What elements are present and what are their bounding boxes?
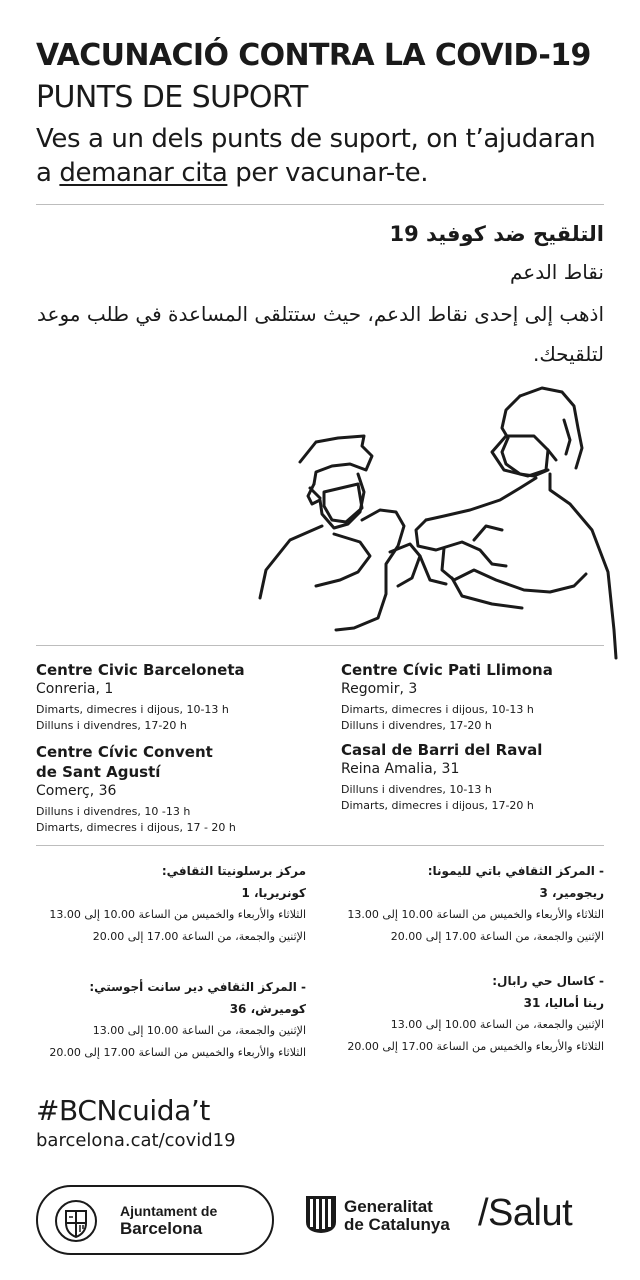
venue-address: Comerç, 36 (36, 783, 117, 799)
venue-raval (341, 740, 611, 814)
arabic-venue-barceloneta: مركز برسلونيتا الثقافي: كونريريا، 1 الثلاثاء والأربعاء والخميس من الساعة 10.00 إلى 13.00 الإثنين والجمعة، من الساعة 17.00 إلى 20.00 (49, 864, 306, 943)
salut-wordmark: /Salut (478, 1192, 573, 1234)
barcelona-shield-icon (54, 1199, 98, 1243)
arabic-venue-raval: - كاسال حي رابال: رينا أماليا، 31 الإثنين والجمعة، من الساعة 10.00 إلى 13.00 الثلاثاء والأربعاء والخميس من الساعة 17.00 إلى 20.00 (347, 974, 604, 1053)
venue-name: Centre Civic Barceloneta (36, 661, 245, 679)
venue-convent (36, 742, 306, 836)
arabic-intro: اذهب إلى إحدى نقاط الدعم، حيث ستتلقى المساعدة في طلب موعد لتلقيحك. (37, 302, 604, 366)
ajuntament-name: Ajuntament de Barcelona (120, 1203, 218, 1238)
arabic-venue-convent: - المركز الثقافي دير سانت أجوستي: كوميرش، 36 الإثنين والجمعة، من الساعة 10.00 إلى 13.00 الثلاثاء والأربعاء والخميس من الساعة 17.00 إلى 20.00 (49, 980, 306, 1059)
divider-venues-top (36, 645, 604, 646)
venue-name: Casal de Barri del Raval (341, 741, 543, 759)
generalitat-name: Generalitat de Catalunya (344, 1197, 450, 1234)
covid-url-link[interactable]: barcelona.cat/covid19 (36, 1130, 236, 1151)
catalonia-emblem-icon (304, 1194, 338, 1234)
page-title: VACUNACIÓ CONTRA LA COVID-19 (36, 38, 591, 73)
venue-barceloneta (36, 660, 306, 734)
arabic-title: التلقيح ضد كوفيد 19 (389, 222, 604, 246)
demanar-cita-link[interactable]: demanar cita (59, 158, 228, 188)
venue-hours: Dimarts, dimecres i dijous, 10-13 h Dilluns i divendres, 17-20 h (341, 703, 534, 732)
intro-text: Ves a un dels punts de suport, on t’ajudaran a demanar cita per vacunar-te. (36, 124, 596, 188)
divider-top (36, 204, 604, 205)
vaccination-illustration (230, 380, 630, 660)
ajuntament-logo (36, 1185, 274, 1255)
venue-address: Conreria, 1 (36, 681, 114, 697)
venue-hours: Dilluns i divendres, 10 -13 h Dimarts, dimecres i dijous, 17 - 20 h (36, 805, 236, 834)
venue-name: Centre Cívic Pati Llimona (341, 661, 553, 679)
venue-llimona (341, 660, 611, 734)
arabic-subtitle: نقاط الدعم (509, 260, 604, 284)
venue-name: Centre Cívic Convent de Sant Agustí (36, 743, 213, 781)
hashtag: #BCNcuida’t (36, 1094, 211, 1127)
divider-venues-bottom (36, 845, 604, 846)
arabic-venue-llimona: - المركز الثقافي باتي لليمونا: ريجومير، 3 الثلاثاء والأربعاء والخميس من الساعة 10.00 إلى 13.00 الإثنين والجمعة، من الساعة 17.00 إلى 20.00 (347, 864, 604, 943)
venue-hours: Dilluns i divendres, 10-13 h Dimarts, dimecres i dijous, 17-20 h (341, 783, 534, 812)
venue-address: Regomir, 3 (341, 681, 418, 697)
page-subtitle: PUNTS DE SUPORT (36, 80, 308, 115)
venue-hours: Dimarts, dimecres i dijous, 10-13 h Dilluns i divendres, 17-20 h (36, 703, 229, 732)
venue-address: Reina Amalia, 31 (341, 761, 460, 777)
